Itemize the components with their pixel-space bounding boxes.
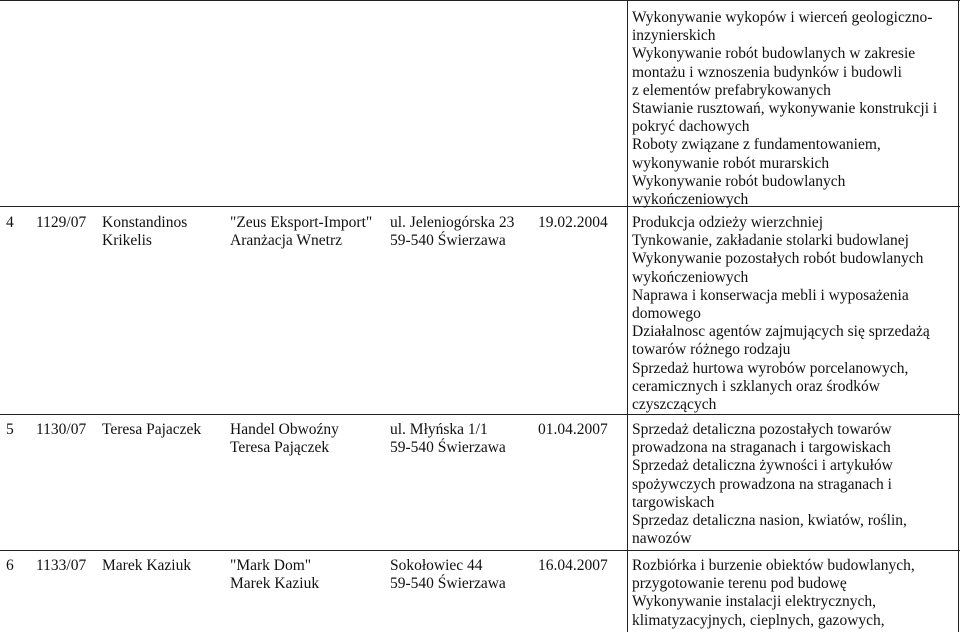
activities: Produkcja odzieży wierzchniej Tynkowanie, zakładanie stolarki budowlanej Wykonywanie pozostałych robót budowlanych wykończeniowych Naprawa i konserwacja mebli i wyposażenia domowego Działalnosc agentów zajmujących się sprzedażą towarów różnego rodzaju Sprzedaż hurtowa wyrobów porcelanowych, ceramicznych i szklanych oraz środków czyszczących — [632, 214, 930, 414]
company-name: "Zeus Eksport-Import" Aranżacja Wnetrz — [230, 214, 373, 250]
start-date: 16.04.2007 — [538, 557, 608, 574]
address: ul. Młyńska 1/1 59-540 Świerzawa — [390, 421, 506, 457]
registry-number: 1133/07 — [36, 557, 87, 574]
company-name: "Mark Dom" Marek Kaziuk — [230, 557, 320, 593]
start-date: 19.02.2004 — [538, 214, 608, 231]
registry-number: 1129/07 — [36, 214, 87, 231]
activities-cell-continued: Wykonywanie wykopów i wierceń geologiczno- inzynierskich Wykonywanie robót budowlanych w zakresie montażu i wznoszenia budynków i budowli z elementów prefabrykowanych Stawianie rusztowań, wykonywanie konstrukcji i pokryć dachowych Roboty związane z fundamentowaniem, wykonywanie robót murarskich Wykonywanie robót budowlanych wykończeniowych — [632, 9, 938, 209]
activities: Sprzedaż detaliczna pozostałych towarów prowadzona na straganach i targowiskach Sprzedaż detaliczna żywności i artykułów spożywczych prowadzona na straganach i targowiskach Sprzedaz detaliczna nasion, kwiatów, roślin, nawozów — [632, 421, 907, 548]
owner-name: Marek Kaziuk — [102, 557, 192, 574]
address: Sokołowiec 44 59-540 Świerzawa — [390, 557, 506, 593]
start-date: 01.04.2007 — [538, 421, 608, 438]
row-divider — [0, 550, 960, 551]
owner-name: Konstandinos Krikelis — [102, 214, 188, 250]
registry-number: 1130/07 — [36, 421, 87, 438]
column-divider — [627, 0, 628, 632]
column-divider — [958, 0, 959, 632]
row-number: 5 — [6, 421, 14, 438]
row-divider — [0, 0, 960, 1]
address: ul. Jeleniogórska 23 59-540 Świerzawa — [390, 214, 515, 250]
row-number: 4 — [6, 214, 14, 231]
activities: Rozbiórka i burzenie obiektów budowlanych, przygotowanie terenu pod budowę Wykonywanie instalacji elektrycznych, klimatyzacyjnych, cieplnych, gazowych, — [632, 557, 915, 629]
owner-name: Teresa Pajaczek — [102, 421, 202, 438]
row-number: 6 — [6, 557, 14, 574]
company-name: Handel Obwoźny Teresa Pajączek — [230, 421, 339, 457]
